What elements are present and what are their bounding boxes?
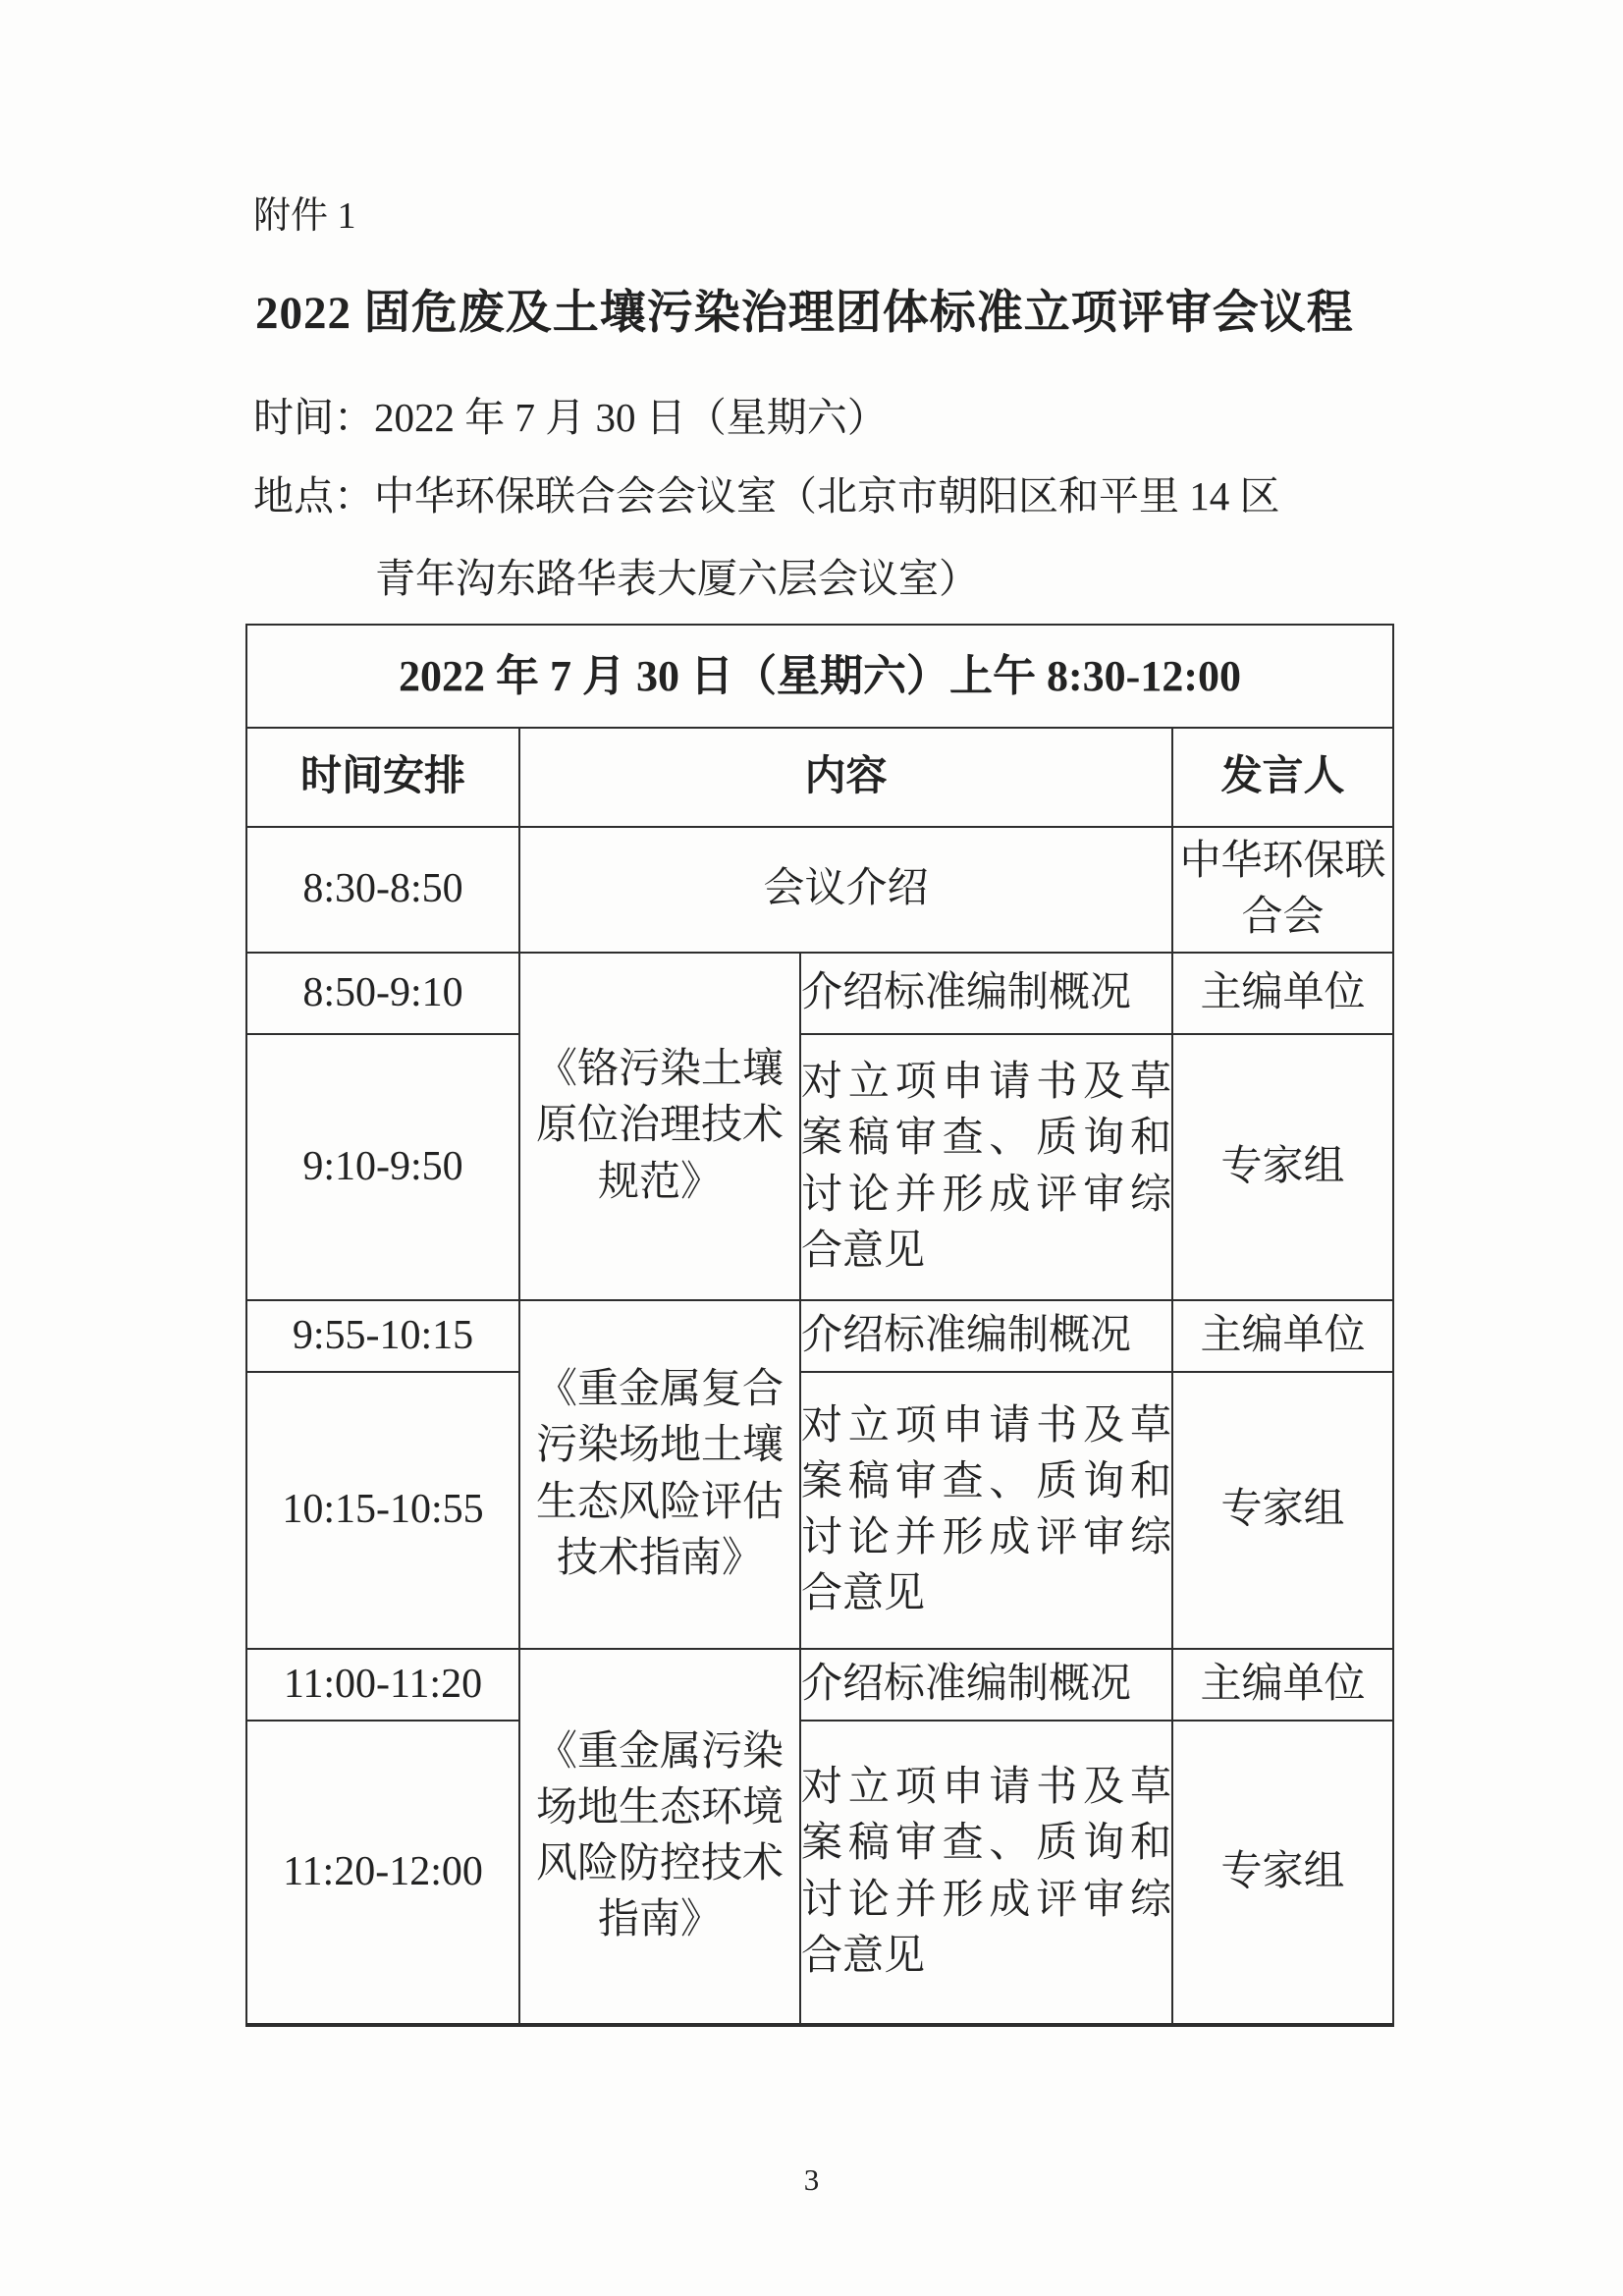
- speaker-cell: 专家组: [1172, 1034, 1393, 1300]
- session-header-row: [246, 625, 1393, 728]
- time-cell: 8:50-9:10: [246, 953, 519, 1034]
- speaker-cell: 专家组: [1172, 1721, 1393, 2025]
- speaker-cell: 主编单位: [1172, 1649, 1393, 1721]
- session-header: 2022 年 7 月 30 日（星期六）上午 8:30-12:00: [246, 625, 1393, 728]
- attachment-label: 附件 1: [253, 195, 356, 237]
- standard-name-cell: 《铬污染土壤原位治理技术规范》: [519, 953, 800, 1300]
- table-row: [246, 827, 1393, 953]
- content-cell: 对立项申请书及草案稿审查、质询和讨论并形成评审综合意见: [800, 1372, 1172, 1649]
- agenda-table: [245, 624, 1394, 2027]
- table-row: [246, 1721, 1393, 2025]
- page-number: 3: [803, 2162, 820, 2197]
- time-cell: 10:15-10:55: [246, 1372, 519, 1649]
- content-cell: 介绍标准编制概况: [800, 953, 1172, 1034]
- speaker-cell: 主编单位: [1172, 1300, 1393, 1372]
- meeting-time: 时间：2022 年 7 月 30 日（星期六）: [253, 395, 888, 440]
- column-header-content: 内容: [519, 728, 1172, 827]
- speaker-cell: 专家组: [1172, 1372, 1393, 1649]
- meeting-location-line2: 青年沟东路华表大厦六层会议室）: [375, 556, 979, 601]
- content-cell: 对立项申请书及草案稿审查、质询和讨论并形成评审综合意见: [800, 1034, 1172, 1300]
- column-header-row: [246, 728, 1393, 827]
- meeting-location-line1: 地点：中华环保联合会会议室（北京市朝阳区和平里 14 区: [253, 473, 1280, 519]
- time-cell: 11:20-12:00: [246, 1721, 519, 2025]
- table-row: [246, 1372, 1393, 1649]
- speaker-cell: 中华环保联合会: [1172, 827, 1393, 953]
- table-row: [246, 1034, 1393, 1300]
- time-cell: 8:30-8:50: [246, 827, 519, 953]
- time-cell: 11:00-11:20: [246, 1649, 519, 1721]
- content-cell: 对立项申请书及草案稿审查、质询和讨论并形成评审综合意见: [800, 1721, 1172, 2025]
- page-title: 2022 固危废及土壤污染治理团体标准立项评审会议程: [255, 288, 1354, 339]
- speaker-cell: 主编单位: [1172, 953, 1393, 1034]
- table-row: [246, 1300, 1393, 1372]
- table-row: [246, 953, 1393, 1034]
- standard-name-cell: 《重金属复合污染场地土壤生态风险评估技术指南》: [519, 1300, 800, 1649]
- standard-name-cell: 《重金属污染场地生态环境风险防控技术指南》: [519, 1649, 800, 2025]
- content-cell: 会议介绍: [519, 827, 1172, 953]
- content-cell: 介绍标准编制概况: [800, 1300, 1172, 1372]
- time-cell: 9:10-9:50: [246, 1034, 519, 1300]
- time-cell: 9:55-10:15: [246, 1300, 519, 1372]
- column-header-time: 时间安排: [246, 728, 519, 827]
- content-cell: 介绍标准编制概况: [800, 1649, 1172, 1721]
- column-header-speaker: 发言人: [1172, 728, 1393, 827]
- table-row: [246, 1649, 1393, 1721]
